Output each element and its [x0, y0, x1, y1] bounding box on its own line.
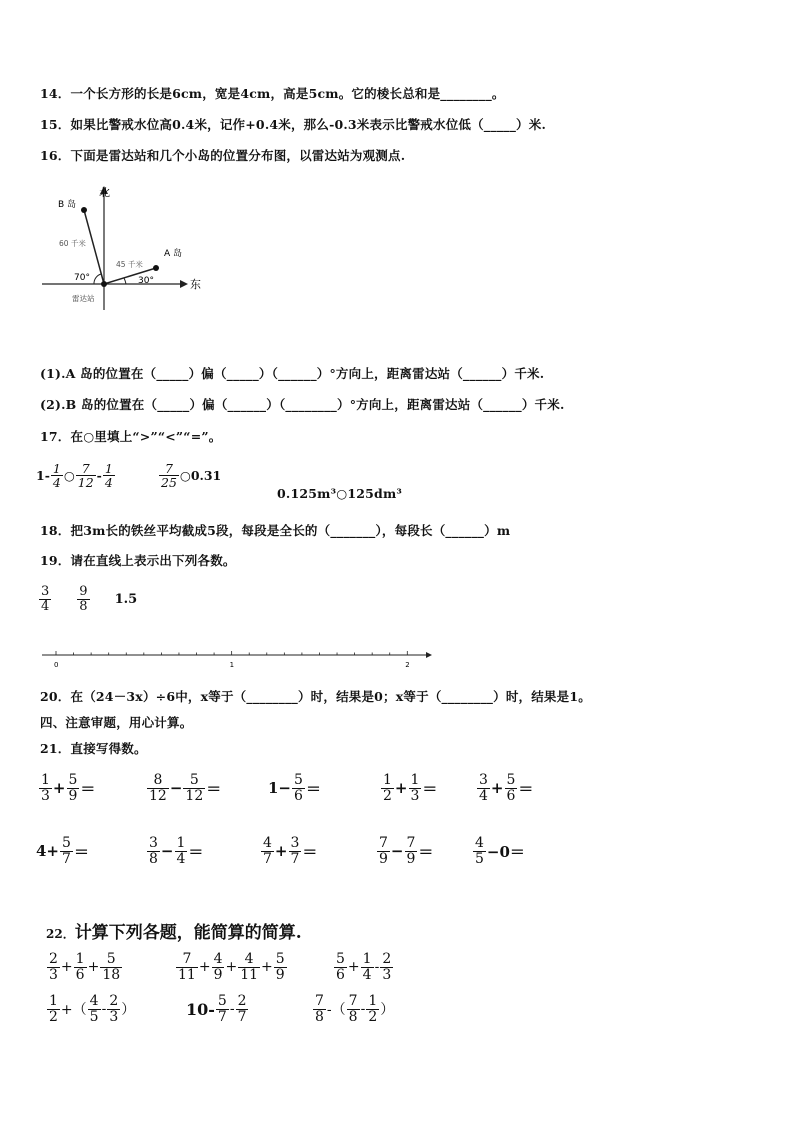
- numerator: 2: [382, 951, 392, 967]
- mental-math-item: [476, 773, 533, 803]
- denominator: 8: [149, 850, 158, 867]
- minus-sign: -: [96, 468, 102, 484]
- island-a-label: A 岛: [164, 249, 183, 259]
- denominator: 4: [104, 475, 113, 491]
- question-16-part-1: (1).A 岛的位置在（_____）偏（_____）（______）°方向上，距离雷达站（______）千米.: [40, 366, 545, 381]
- fraction: [216, 994, 229, 1024]
- east-arrow-icon: [180, 280, 188, 288]
- fraction: [380, 952, 393, 982]
- numerator: 7: [379, 835, 388, 851]
- calc-expression-3: [333, 952, 394, 982]
- calc-expression-6: [312, 994, 394, 1024]
- fraction: [77, 585, 89, 613]
- question-17: 17．在○里填上“>”“<”“=”。: [40, 429, 222, 444]
- fraction: [238, 952, 260, 982]
- denominator: 18: [102, 966, 121, 983]
- numerator: 7: [81, 461, 90, 476]
- calc-expression-4: [46, 994, 135, 1024]
- question-20: 20．在（24－3x）÷6中，x等于（________）时，结果是0；x等于（________）时，结果是1。: [40, 689, 591, 704]
- denominator: 12: [77, 475, 94, 491]
- fraction: [477, 773, 490, 803]
- equals-sign: ＝: [80, 779, 96, 798]
- numerator: 5: [189, 772, 199, 788]
- denominator: 3: [410, 787, 420, 804]
- numerator: 3: [149, 835, 158, 851]
- denominator: 7: [237, 1008, 247, 1025]
- fraction: [236, 994, 249, 1024]
- numerator: 5: [68, 772, 78, 788]
- fraction: [405, 836, 418, 866]
- denominator: 4: [176, 850, 186, 867]
- numerator: 1: [104, 461, 113, 476]
- numerator: 7: [406, 835, 416, 851]
- denominator: 12: [185, 787, 204, 804]
- operator: -: [229, 1001, 235, 1018]
- fraction: [67, 773, 80, 803]
- fraction: [107, 994, 120, 1024]
- equals-sign: ＝: [518, 779, 534, 798]
- radar-station-label: 雷达站: [72, 294, 95, 303]
- denominator: 5: [475, 850, 484, 867]
- denominator: 8: [348, 1008, 358, 1025]
- denominator: 9: [68, 787, 78, 804]
- denominator: 5: [89, 1008, 99, 1025]
- numerator: 1: [49, 993, 58, 1009]
- compare-2-rest: ○0.31: [179, 468, 222, 484]
- operator: +: [225, 959, 238, 976]
- numerator: 5: [62, 835, 71, 851]
- mental-math-item: [260, 836, 317, 866]
- denominator: 4: [479, 787, 488, 804]
- expression-lead: 4+: [36, 842, 60, 861]
- question-16-part-2: (2).B 岛的位置在（_____）偏（______）（________）°方向上，距离雷达站（______）千米.: [40, 397, 565, 412]
- fraction: [183, 773, 205, 803]
- operator: −: [390, 842, 404, 861]
- mental-math-item: [146, 836, 203, 866]
- numerator: 7: [164, 461, 173, 476]
- denominator: 7: [290, 850, 300, 867]
- numerator: 9: [79, 584, 88, 599]
- denominator: 3: [382, 966, 392, 983]
- distance-a-label: 45 千米: [116, 260, 143, 269]
- question-22-title: 计算下列各题，能简算的简算.: [74, 923, 302, 943]
- numerator: 1: [52, 461, 61, 476]
- fraction: [334, 952, 347, 982]
- denominator: 25: [161, 475, 177, 491]
- numerator: 5: [275, 951, 285, 967]
- operator: +: [261, 959, 273, 976]
- fraction: [100, 952, 122, 982]
- numerator: 1: [368, 993, 378, 1009]
- angle-arc-b: [94, 274, 101, 284]
- island-b-label: B 岛: [58, 200, 77, 210]
- radar-position-diagram: [38, 180, 218, 315]
- section-four-heading: 四、注意审题，用心计算。: [40, 715, 193, 730]
- mental-math-item: [472, 836, 525, 866]
- calc-expression-5: [186, 994, 249, 1024]
- numerator: 1: [383, 772, 392, 788]
- numerator: 1: [410, 772, 420, 788]
- denominator: 4: [52, 475, 61, 491]
- close-paren: ）: [380, 1002, 395, 1019]
- compare-1-lead: 1-: [36, 468, 50, 484]
- equals-sign: ＝: [305, 779, 321, 798]
- numerator: 2: [109, 993, 119, 1009]
- mental-math-item: [36, 836, 89, 866]
- compare-item-3: 0.125m³○125dm³: [277, 486, 403, 501]
- fraction: [103, 462, 115, 489]
- numerator: 4: [213, 951, 223, 967]
- angle-b-label: 70°: [74, 273, 90, 283]
- denominator: 9: [275, 966, 285, 983]
- fraction: [176, 952, 198, 982]
- close-paren: ）: [121, 1002, 136, 1019]
- question-14: 14．一个长方形的长是6cm，宽是4cm，高是5cm。它的棱长总和是________。: [40, 86, 505, 101]
- operator: +: [60, 959, 73, 976]
- numerator: 7: [315, 993, 324, 1009]
- mental-math-item: [268, 773, 321, 803]
- equals-sign: ＝: [188, 842, 204, 861]
- denominator: 7: [217, 1008, 227, 1025]
- distance-b-label: 60 千米: [59, 239, 86, 248]
- operator: −0＝: [486, 842, 525, 861]
- numerator: 1: [176, 835, 186, 851]
- numerator: 4: [244, 951, 254, 967]
- angle-a-label: 30°: [138, 276, 154, 286]
- denominator: 6: [75, 966, 85, 983]
- fraction: [47, 994, 60, 1024]
- mental-math-item: [376, 836, 433, 866]
- numerator: 3: [41, 584, 50, 599]
- question-22-number: 22．: [46, 927, 75, 941]
- question-21: 21．直接写得数。: [40, 741, 147, 756]
- denominator: 7: [263, 850, 272, 867]
- numerator: 4: [263, 835, 272, 851]
- denominator: 12: [149, 787, 167, 804]
- denominator: 6: [294, 787, 303, 804]
- fraction: [74, 952, 87, 982]
- compare-item-1: [36, 462, 116, 489]
- operator: +: [347, 959, 360, 976]
- compare-circle: ○: [63, 468, 75, 484]
- denominator: 9: [379, 850, 388, 867]
- fraction: [473, 836, 486, 866]
- fraction: [39, 773, 52, 803]
- denominator: 3: [41, 787, 50, 804]
- denominator: 8: [315, 1008, 324, 1025]
- numerator: 2: [237, 993, 247, 1009]
- radar-station-point: [101, 281, 107, 287]
- island-a-point: [153, 265, 159, 271]
- equals-sign: ＝: [302, 842, 318, 861]
- fraction: [47, 952, 60, 982]
- fraction: [159, 462, 179, 489]
- tick-label: 2: [405, 661, 410, 669]
- operator: +: [87, 959, 100, 976]
- question-16: 16．下面是雷达站和几个小岛的位置分布图，以雷达站为观测点.: [40, 148, 406, 163]
- numerator: 8: [153, 772, 163, 788]
- numerator: 3: [290, 835, 300, 851]
- operator: +: [198, 959, 211, 976]
- denominator: 4: [362, 966, 372, 983]
- fraction: [505, 773, 518, 803]
- mental-math-row-2: [36, 836, 756, 878]
- operator: −: [169, 779, 183, 798]
- tick-label: 1: [229, 661, 235, 669]
- angle-arc-a: [124, 278, 126, 284]
- operator: +: [394, 779, 408, 798]
- fraction: [347, 994, 360, 1024]
- island-b-point: [81, 207, 87, 213]
- operator: +: [274, 842, 288, 861]
- operator: -: [101, 1001, 107, 1018]
- north-label: 北: [99, 186, 110, 199]
- numerator: 2: [49, 951, 58, 967]
- fraction: [274, 952, 287, 982]
- denominator: 3: [109, 1008, 119, 1025]
- equals-sign: ＝: [418, 842, 434, 861]
- decimal-value: 1.5: [114, 591, 138, 607]
- mental-math-item: [146, 773, 221, 803]
- fraction: [313, 994, 326, 1024]
- denominator: 9: [406, 850, 416, 867]
- operator: -（: [326, 1002, 346, 1019]
- compare-item-2: [158, 462, 221, 489]
- expression-lead: 1−: [268, 779, 292, 798]
- fraction: [409, 773, 422, 803]
- fraction: [366, 994, 379, 1024]
- denominator: 2: [49, 1008, 58, 1025]
- numerator: 4: [475, 835, 484, 851]
- denominator: 7: [62, 850, 71, 867]
- fraction: [88, 994, 101, 1024]
- fraction: [147, 773, 169, 803]
- question-19: 19．请在直线上表示出下列各数。: [40, 553, 236, 568]
- denominator: 2: [368, 1008, 378, 1025]
- question-15: 15．如果比警戒水位高0.4米，记作+0.4米，那么-0.3米表示比警戒水位低（_____）米.: [40, 117, 547, 132]
- operator: +: [52, 779, 66, 798]
- fraction: [261, 836, 274, 866]
- expression-lead: 10-: [186, 999, 215, 1019]
- denominator: 4: [41, 598, 50, 614]
- fraction: [289, 836, 302, 866]
- number-line-arrow-icon: [426, 652, 432, 658]
- operator: -: [360, 1001, 366, 1018]
- mental-math-row-1: [38, 773, 758, 815]
- mental-math-item: [380, 773, 437, 803]
- fraction: [51, 462, 63, 489]
- calc-expression-2: [175, 952, 288, 982]
- denominator: 9: [213, 966, 223, 983]
- denominator: 6: [336, 966, 345, 983]
- fraction: [361, 952, 374, 982]
- fraction: [147, 836, 160, 866]
- denominator: 6: [506, 787, 516, 804]
- denominator: 2: [383, 787, 392, 804]
- denominator: 8: [79, 598, 88, 614]
- denominator: 3: [49, 966, 58, 983]
- numerator: 7: [182, 951, 192, 967]
- numerator: 5: [106, 951, 116, 967]
- fraction: [381, 773, 394, 803]
- fraction: [377, 836, 390, 866]
- fraction: [76, 462, 96, 489]
- operator: −: [160, 842, 174, 861]
- east-label: 东: [190, 278, 201, 291]
- question-18: 18．把3m长的铁丝平均截成5段，每段是全长的（_______），每段长（______）m: [40, 523, 511, 538]
- numerator: 1: [75, 951, 85, 967]
- numerator: 7: [348, 993, 358, 1009]
- equals-sign: ＝: [422, 779, 438, 798]
- denominator: 11: [240, 966, 259, 983]
- fraction: [292, 773, 305, 803]
- numerator: 1: [362, 951, 372, 967]
- operator: +: [490, 779, 504, 798]
- operator: -: [374, 959, 380, 976]
- number-line[interactable]: [38, 645, 438, 675]
- operator: +（: [60, 1002, 87, 1019]
- fraction: [39, 585, 51, 613]
- numerator: 4: [89, 993, 99, 1009]
- numerator: 1: [41, 772, 50, 788]
- numerator: 3: [479, 772, 488, 788]
- fraction: [60, 836, 73, 866]
- mental-math-item: [38, 773, 95, 803]
- tick-label: 0: [54, 661, 59, 669]
- numerator: 5: [506, 772, 516, 788]
- denominator: 11: [178, 966, 196, 983]
- numerator: 5: [294, 772, 303, 788]
- calc-expression-1: [46, 952, 123, 982]
- fraction: [175, 836, 188, 866]
- numerator: 5: [217, 993, 227, 1009]
- equals-sign: ＝: [73, 842, 89, 861]
- equals-sign: ＝: [206, 779, 222, 798]
- numerator: 5: [336, 951, 345, 967]
- question-22: [46, 918, 302, 943]
- fraction: [212, 952, 225, 982]
- numbers-to-plot: [38, 585, 137, 613]
